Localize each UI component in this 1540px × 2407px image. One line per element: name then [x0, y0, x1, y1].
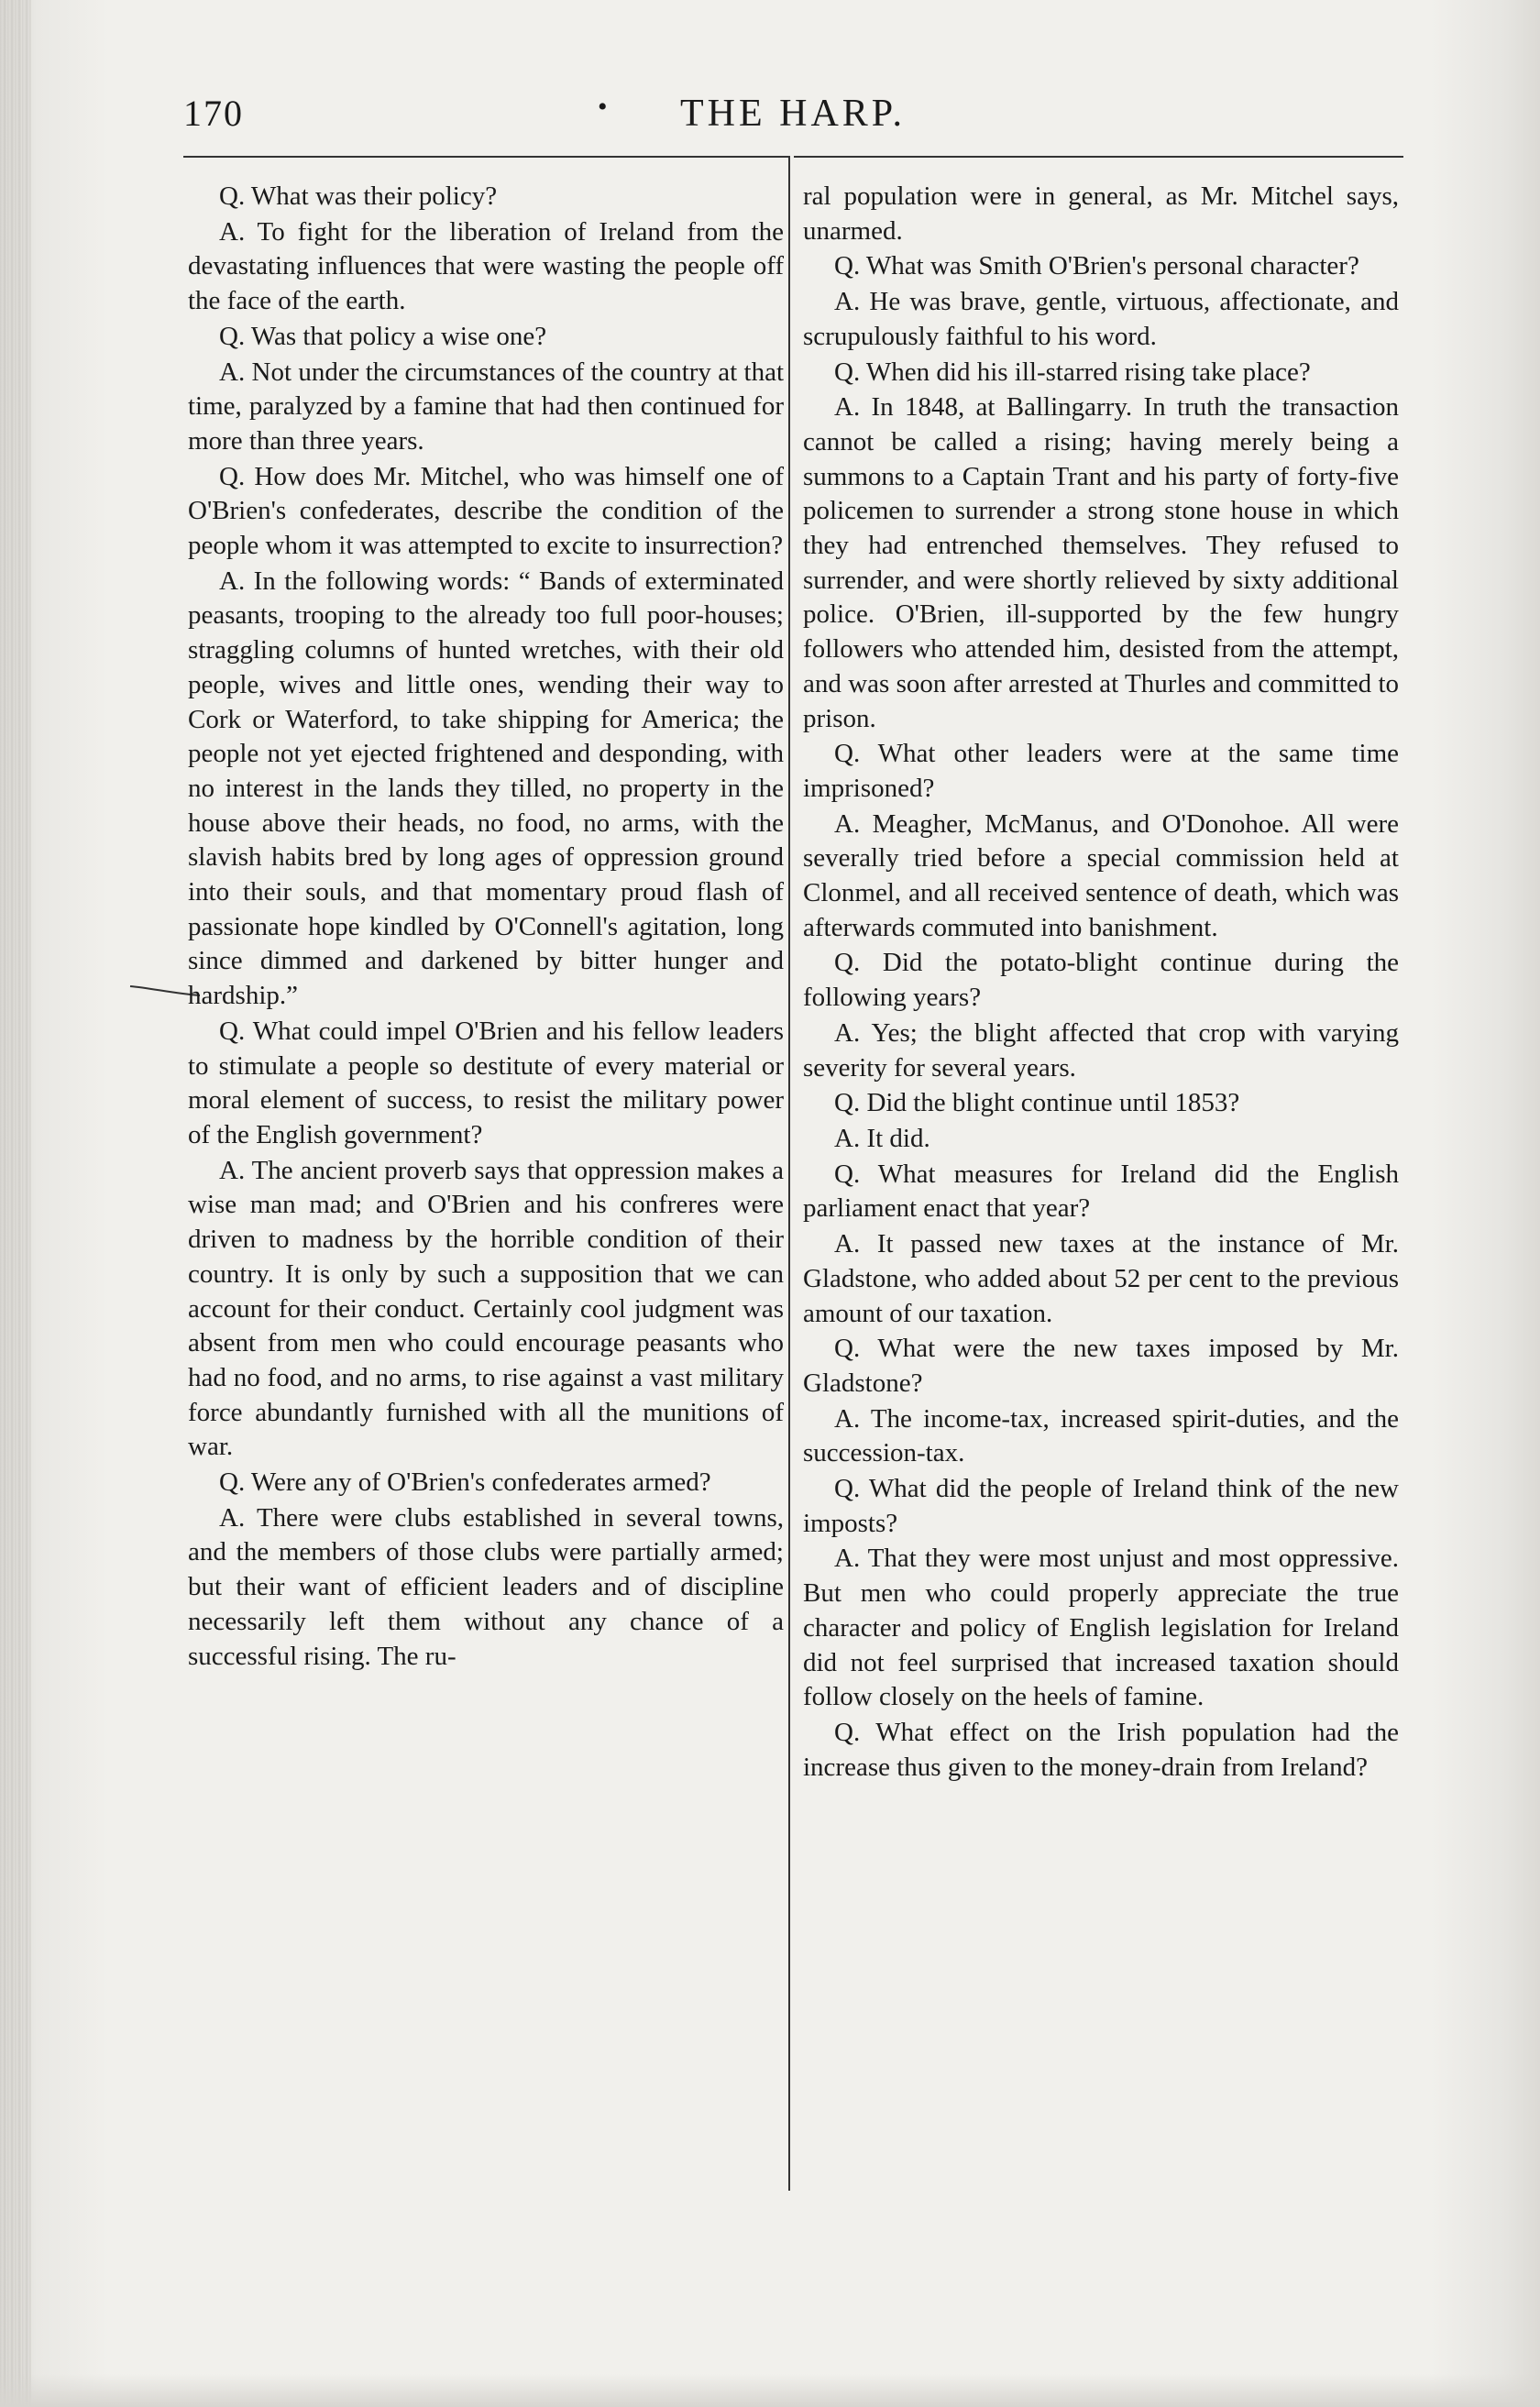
qa-paragraph: Q. What were the new taxes imposed by Mr. Gladstone? — [803, 1334, 1399, 1398]
qa-paragraph: A. In 1848, at Ballingarry. In truth the transaction cannot be called a rising; having merely being a summons to a Captain Trant and his party of forty-five policemen to surrender a strong stone house in which they had entrenched themselves. They refused to surrender, and were shortly relieved by sixty additional police. O'Brien, ill-supported by the few hungry followers who attended him, desisted from the attempt, and was soon after arrested at Thurles and committed to prison. — [803, 392, 1399, 733]
qa-paragraph: Q. What did the people of Ireland think of the new imposts? — [803, 1474, 1399, 1538]
qa-paragraph: Q. What was their policy? — [219, 181, 498, 211]
qa-paragraph: A. It passed new taxes at the instance of Mr. Gladstone, who added about 52 per cent to the previous amount of our taxation. — [803, 1229, 1399, 1328]
qa-paragraph: A. The ancient proverb says that oppression makes a wise man mad; and O'Brien and his confreres were driven to madness by the horrible condition of their country. It is only by such a supposition that we can account for their conduct. Certainly cool judgment was absent from men who could encourage peasants who had no food, and no arms, to rise against a vast military force abundantly furnished with all the munitions of war. — [188, 1155, 784, 1462]
column-divider — [788, 156, 790, 2191]
qa-paragraph: Q. Did the blight continue until 1853? — [834, 1088, 1240, 1118]
qa-paragraph: A. It did. — [834, 1123, 930, 1153]
qa-paragraph: A. To fight for the liberation of Ireland from the devastating influences that were wasting the people off the face of the earth. — [188, 216, 784, 316]
qa-paragraph: ral population were in general, as Mr. Mitchel says, unarmed. — [803, 181, 1399, 246]
left-column — [188, 180, 784, 1675]
qa-paragraph: Q. How does Mr. Mitchel, who was himself one of O'Brien's confederates, describe the condition of the people whom it was attempted to excite to insurrection? — [188, 461, 784, 561]
qa-paragraph: Q. What could impel O'Brien and his fellow leaders to stimulate a people so destitute of every material or moral element of success, to resist the military power of the English government? — [188, 1016, 784, 1149]
qa-paragraph: Q. Did the potato-blight continue during the following years? — [803, 948, 1399, 1013]
qa-paragraph: A. Meagher, McManus, and O'Donohoe. All were severally tried before a special commission held at Clonmel, and all received sentence of death, which was afterwards commuted into banishment. — [803, 808, 1399, 942]
qa-paragraph: A. In the following words: “ Bands of exterminated peasants, trooping to the already too full poor-houses; straggling columns of hunted wretches, with their old people, wives and little ones, wending their way to Cork or Waterford, to take shipping for America; the people not yet ejected frightened and desponding, with no interest in the lands they tilled, no property in the house above their heads, no food, no arms, with the slavish habits bred by long ages of oppression ground into their souls, and that momentary proud flash of passionate hope kindled by O'Connell's agitation, long since dimmed and darkened by bitter hunger and hardship.” — [188, 566, 784, 1011]
qa-paragraph: A. There were clubs established in several towns, and the members of those clubs were partially armed; but their want of efficient leaders and of discipline necessarily left them without any chance of a successful rising. The ru- — [188, 1502, 784, 1671]
header-rule-right — [794, 156, 1403, 158]
qa-paragraph: Q. What was Smith O'Brien's personal character? — [834, 251, 1359, 281]
header-rule-left — [183, 156, 788, 158]
qa-paragraph: Q. What other leaders were at the same time imprisoned? — [803, 739, 1399, 803]
page-number: 170 — [183, 93, 244, 134]
journal-title: THE HARP. — [679, 93, 907, 135]
qa-paragraph: Q. Was that policy a wise one? — [219, 321, 547, 351]
qa-paragraph: A. Not under the circumstances of the country at that time, paralyzed by a famine that had then continued for more than three years. — [188, 357, 784, 456]
page-bottom-shadow — [0, 2374, 1540, 2407]
qa-paragraph: A. The income-tax, increased spirit-duties, and the succession-tax. — [803, 1403, 1399, 1468]
right-column — [803, 180, 1399, 1786]
running-header — [183, 92, 1402, 147]
qa-paragraph: A. He was brave, gentle, virtuous, affectionate, and scrupulously faithful to his word. — [803, 287, 1399, 351]
qa-paragraph: Q. What measures for Ireland did the English parliament enact that year? — [803, 1159, 1399, 1224]
qa-paragraph: Q. What effect on the Irish population had the increase thus given to the money-drain from Ireland? — [803, 1717, 1399, 1782]
qa-paragraph: A. That they were most unjust and most oppressive. But men who could properly appreciate the true character and policy of English legislation for Ireland did not feel surprised that increased taxation should follow closely on the heels of famine. — [803, 1544, 1399, 1712]
qa-paragraph: Q. Were any of O'Brien's confederates armed? — [219, 1467, 711, 1498]
qa-paragraph: A. Yes; the blight affected that crop with varying severity for several years. — [803, 1017, 1399, 1083]
header-bullet: • — [598, 92, 608, 122]
qa-paragraph: Q. When did his ill-starred rising take place? — [834, 357, 1311, 387]
page-edge-shadow — [0, 0, 31, 2407]
